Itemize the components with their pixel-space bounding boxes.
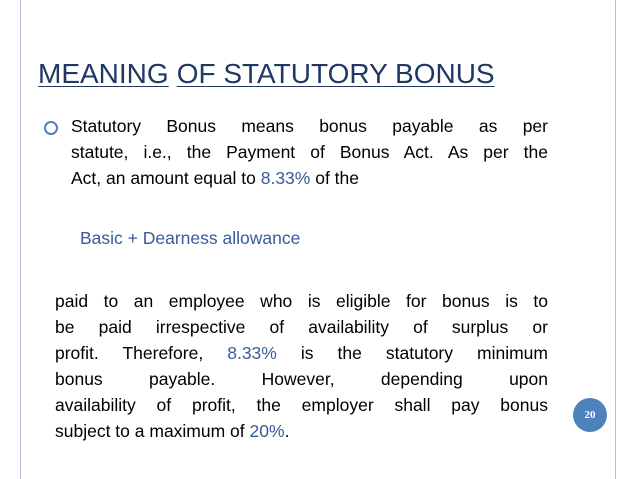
- paragraph2-line1: paid to an employee who is eligible for bonus is to: [55, 291, 548, 311]
- paragraph2-line3: [55, 340, 548, 366]
- paragraph-statutory-bonus: [71, 113, 548, 191]
- page-number-badge: 20: [573, 398, 607, 432]
- percentage-highlight: 8.33%: [227, 343, 277, 363]
- paragraph1-line3: [71, 165, 548, 191]
- formula-basic-plus-da: Basic + Dearness allowance: [80, 228, 301, 248]
- paragraph2-line3-suffix: is the statutory minimum: [276, 343, 548, 363]
- left-border-line: [20, 0, 21, 479]
- right-border-line: [615, 0, 616, 479]
- paragraph2-line5: availability of profit, the employer shall pay bonus: [55, 395, 548, 415]
- title-rest: OF STATUTORY BONUS: [176, 58, 495, 89]
- paragraph2-line4: bonus payable. However, depending upon: [55, 369, 548, 389]
- paragraph1-line2: statute, i.e., the Payment of Bonus Act. As per the: [71, 142, 548, 162]
- percentage-highlight: 8.33%: [260, 168, 311, 188]
- slide-title: [38, 58, 495, 90]
- paragraph1-line3-suffix: of the: [310, 168, 359, 188]
- title-word-meaning: MEANING: [38, 58, 169, 89]
- paragraph-bonus-eligibility: [55, 288, 548, 444]
- paragraph2-line2: be paid irrespective of availability of surplus or: [55, 317, 548, 337]
- paragraph2-line6-prefix: subject to a maximum of: [55, 421, 250, 441]
- paragraph1-line1: Statutory Bonus means bonus payable as per: [71, 116, 548, 136]
- paragraph2-line6: [55, 418, 548, 444]
- bullet-ring-icon: [44, 121, 58, 135]
- paragraph1-line3-prefix: Act, an amount equal to: [71, 168, 261, 188]
- max-percentage-highlight: 20%: [249, 421, 285, 441]
- paragraph2-line6-suffix: .: [284, 421, 290, 441]
- paragraph2-line3-prefix: profit. Therefore,: [55, 343, 228, 363]
